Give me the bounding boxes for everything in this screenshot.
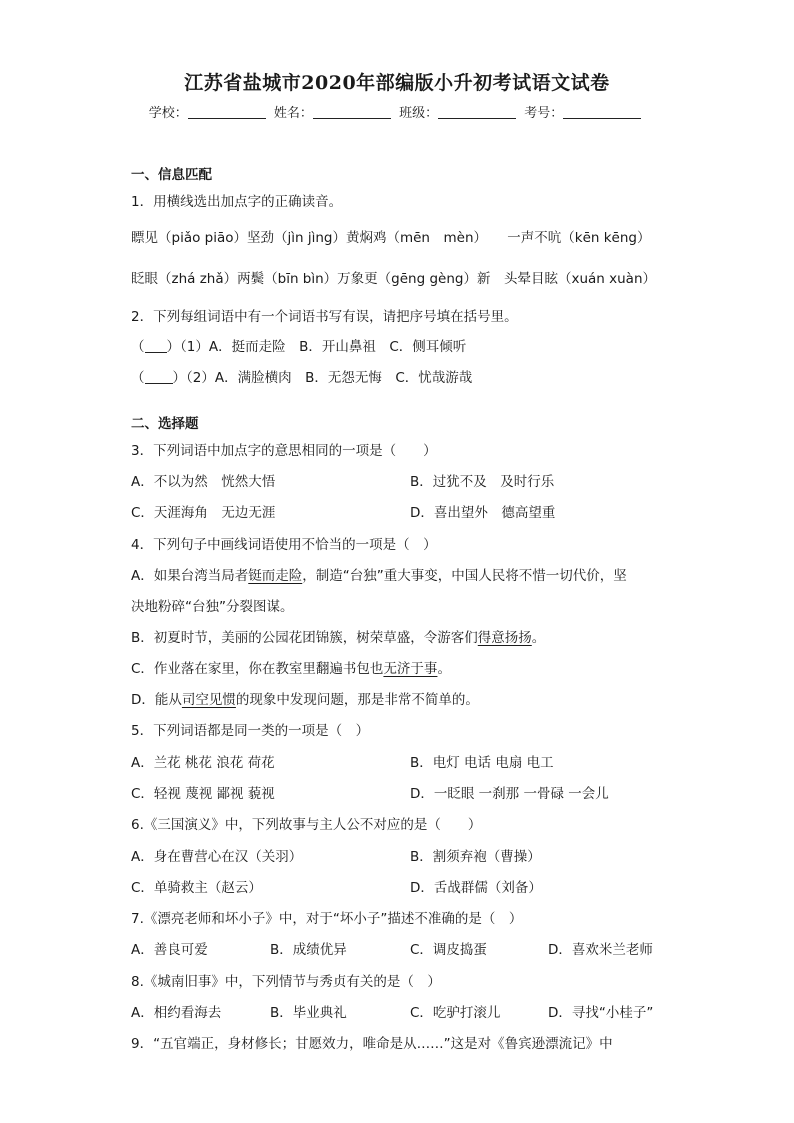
q4-stem: 4．下列句子中画线词语使用不恰当的一项是（ ） bbox=[131, 537, 437, 553]
q4-option-a-cont: 决地粉碎“台独”分裂图谋。 bbox=[131, 599, 294, 615]
q8-stem: 8.《城南旧事》中，下列情节与秀贞有关的是（ ） bbox=[131, 974, 441, 990]
q3-option-b[interactable]: B．过犹不及 及时行乐 bbox=[410, 474, 555, 490]
q6-option-c[interactable]: C．单骑救主（赵云） bbox=[131, 880, 262, 896]
q4-a-text: A．如果台湾当局者 bbox=[131, 568, 249, 584]
q5-option-c[interactable]: C．轻视 蔑视 鄙视 藐视 bbox=[131, 786, 275, 802]
q4-b-underlined: 得意扬扬 bbox=[477, 630, 532, 646]
q9-stem: 9．“五官端正，身材修长；甘愿效力，唯命是从……”这是对《鲁宾逊漂流记》中 bbox=[131, 1036, 613, 1052]
q7-option-b[interactable]: B．成绩优异 bbox=[270, 942, 347, 958]
exam-no-label: 考号： bbox=[524, 106, 564, 121]
name-label: 姓名： bbox=[273, 106, 313, 121]
q2-answer-blank-2[interactable] bbox=[145, 370, 173, 384]
q3-stem: 3．下列词语中加点字的意思相同的一项是（ ） bbox=[131, 443, 437, 459]
exam-no-blank[interactable] bbox=[563, 104, 641, 119]
q4-option-d[interactable] bbox=[131, 690, 479, 710]
q4-c-underlined: 无济于事 bbox=[383, 661, 438, 677]
student-info-row bbox=[0, 102, 794, 121]
class-blank[interactable] bbox=[438, 104, 516, 119]
q4-option-b[interactable] bbox=[131, 628, 545, 648]
q5-stem: 5．下列词语都是同一类的一项是（ ） bbox=[131, 723, 370, 739]
q2-line1-rest: ）（1）A．挺而走险 B．开山鼻祖 C．侧耳倾听 bbox=[166, 339, 467, 355]
q1-line1: 瞟见（piǎo piāo）坚劲（jìn jìng）黄焖鸡（mēn mèn） 一声不吭（kēn kēng） bbox=[131, 230, 651, 246]
q4-a-underlined: 铤而走险 bbox=[248, 568, 303, 584]
q4-d-text: D．能从 bbox=[131, 692, 182, 708]
q2-line2-prefix: （ bbox=[131, 370, 145, 386]
school-label: 学校： bbox=[148, 106, 188, 121]
q4-d-underlined: 司空见惯 bbox=[181, 692, 236, 708]
school-blank[interactable] bbox=[188, 104, 266, 119]
q7-option-d[interactable]: D．喜欢米兰老师 bbox=[548, 942, 653, 958]
q8-option-a[interactable]: A．相约看海去 bbox=[131, 1005, 222, 1021]
q2-line1-prefix: （ bbox=[131, 339, 145, 355]
exam-title: 江苏省盐城市2020年部编版小升初考试语文试卷 bbox=[184, 72, 610, 94]
section1-heading: 一、信息匹配 bbox=[131, 167, 212, 183]
section2-heading: 二、选择题 bbox=[131, 416, 199, 432]
q7-option-c[interactable]: C．调皮捣蛋 bbox=[410, 942, 487, 958]
q4-c-text-2: 。 bbox=[437, 661, 451, 677]
q2-answer-blank-1[interactable] bbox=[145, 339, 167, 353]
q1-stem: 1．用横线选出加点字的正确读音。 bbox=[131, 194, 343, 210]
q3-option-a[interactable]: A．不以为然 恍然大悟 bbox=[131, 474, 276, 490]
q2-line1 bbox=[131, 337, 466, 357]
q8-option-b[interactable]: B．毕业典礼 bbox=[270, 1005, 347, 1021]
name-blank[interactable] bbox=[313, 104, 391, 119]
q2-line2-rest: ）（2）A．满脸横肉 B．无怨无悔 C．忧哉游哉 bbox=[172, 370, 473, 386]
q4-b-text-2: 。 bbox=[531, 630, 546, 646]
q5-option-a[interactable]: A．兰花 桃花 浪花 荷花 bbox=[131, 755, 275, 771]
q3-option-d[interactable]: D．喜出望外 德高望重 bbox=[410, 505, 556, 521]
class-label: 班级： bbox=[399, 106, 439, 121]
q4-d-text-2: 的现象中发现问题，那是非常不简单的。 bbox=[235, 692, 479, 708]
q1-line2: 眨眼（zhá zhǎ）两鬓（bīn bìn）万象更（gēng gèng）新 头晕目眩（xuán xuàn） bbox=[131, 271, 656, 287]
q5-option-d[interactable]: D．一眨眼 一刹那 一骨碌 一会儿 bbox=[410, 786, 609, 802]
q5-option-b[interactable]: B．电灯 电话 电扇 电工 bbox=[410, 755, 554, 771]
q4-b-text: B．初夏时节，美丽的公园花团锦簇，树荣草盛，令游客们 bbox=[131, 630, 478, 646]
q6-option-a[interactable]: A．身在曹营心在汉（关羽） bbox=[131, 849, 303, 865]
q7-option-a[interactable]: A．善良可爱 bbox=[131, 942, 208, 958]
q8-option-d[interactable]: D．寻找“小桂子” bbox=[548, 1005, 654, 1021]
q4-option-a[interactable] bbox=[131, 566, 627, 586]
q3-option-c[interactable]: C．天涯海角 无边无涯 bbox=[131, 505, 276, 521]
q8-option-c[interactable]: C．吃驴打滚儿 bbox=[410, 1005, 501, 1021]
q4-c-text: C．作业落在家里，你在教室里翻遍书包也 bbox=[131, 661, 384, 677]
q2-line2 bbox=[131, 368, 472, 388]
q4-option-c[interactable] bbox=[131, 659, 451, 679]
q7-stem: 7.《漂亮老师和坏小子》中，对于“坏小子”描述不准确的是（ ） bbox=[131, 911, 523, 927]
q4-a-text-2: ，制造“台独”重大事变，中国人民将不惜一切代价，坚 bbox=[302, 568, 627, 584]
q6-stem: 6.《三国演义》中，下列故事与主人公不对应的是（ ） bbox=[131, 817, 482, 833]
q6-option-b[interactable]: B．割须弃袍（曹操） bbox=[410, 849, 541, 865]
q6-option-d[interactable]: D．舌战群儒（刘备） bbox=[410, 880, 542, 896]
q2-stem: 2．下列每组词语中有一个词语书写有误，请把序号填在括号里。 bbox=[131, 309, 518, 325]
